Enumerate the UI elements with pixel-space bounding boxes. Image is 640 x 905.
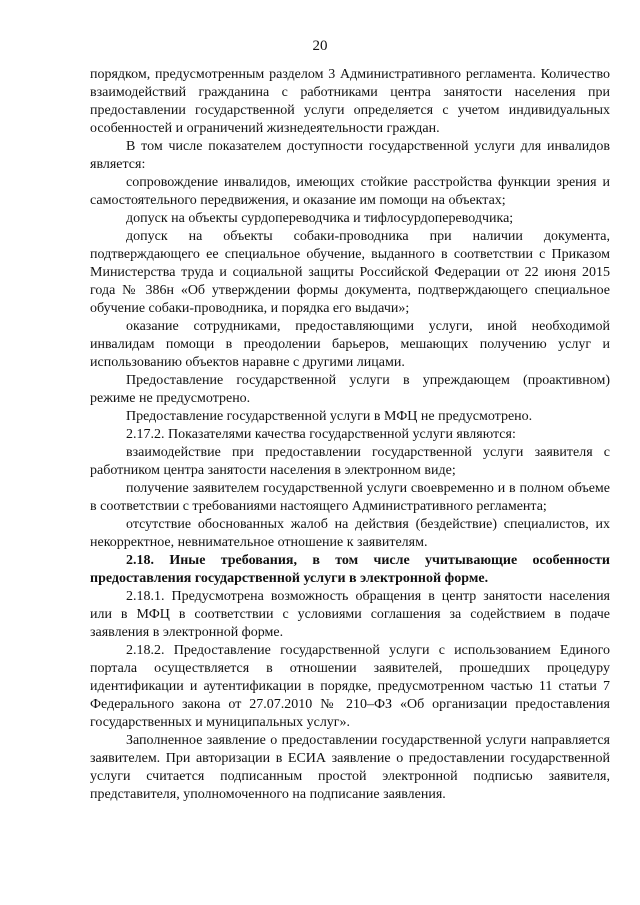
paragraph: 2.18.2. Предоставление государственной услуги с использованием Единого портала осуществляется в отношении заявителей, прошедших процедуру идентификации и аутентификации в порядке, предусмотренном частью 11 статьи 7 Федерального закона от 27.07.2010 № 210–ФЗ «Об организации предоставления государственных и муниципальных услуг». bbox=[90, 643, 610, 730]
page-number: 20 bbox=[312, 38, 328, 54]
paragraph: Предоставление государственной услуги в упреждающем (проактивном) режиме не предусмотрено. bbox=[90, 373, 610, 406]
paragraph: взаимодействие при предоставлении государственной услуги заявителя с работником центра занятости населения в электронном виде; bbox=[90, 445, 610, 478]
document-body bbox=[90, 66, 610, 804]
paragraph: Заполненное заявление о предоставлении государственной услуги направляется заявителем. При авторизации в ЕСИА заявление о предоставлении государственной услуги считается подписанным простой электронной подписью заявителя, представителя, уполномоченного на подписание заявления. bbox=[90, 733, 610, 802]
paragraph: В том числе показателем доступности государственной услуги для инвалидов является: bbox=[90, 139, 610, 172]
paragraph: получение заявителем государственной услуги своевременно и в полном объеме в соответствии с требованиями настоящего Административного регламента; bbox=[90, 481, 610, 514]
paragraph: допуск на объекты сурдопереводчика и тифлосурдопереводчика; bbox=[126, 211, 514, 226]
paragraph: 2.18.1. Предусмотрена возможность обращения в центр занятости населения или в МФЦ в соответствии с условиями соглашения за содействием в подаче заявления в электронной форме. bbox=[90, 589, 610, 640]
paragraph: оказание сотрудниками, предоставляющими услуги, иной необходимой инвалидам помощи в преодолении барьеров, мешающих получению услуг и использованию объектов наравне с другими лицами. bbox=[90, 319, 610, 370]
paragraph: порядком, предусмотренным разделом 3 Административного регламента. Количество взаимодействий гражданина с работниками центра занятости населения при предоставлении государственной услуги определяется с учетом индивидуальных особенностей и ограничений жизнедеятельности граждан. bbox=[90, 67, 610, 136]
paragraph: Предоставление государственной услуги в МФЦ не предусмотрено. bbox=[126, 409, 533, 424]
section-heading: 2.18. Иные требования, в том числе учитывающие особенности предоставления государственной услуги в электронной форме. bbox=[90, 553, 610, 586]
paragraph: допуск на объекты собаки-проводника при наличии документа, подтверждающего ее специальное обучение, выданного в соответствии с Приказом Министерства труда и социальной защиты Российской Федерации от 22 июня 2015 года № 386н «Об утверждении формы документа, подтверждающего специальное обучение собаки-проводника, и порядка его выдачи»; bbox=[90, 229, 610, 316]
paragraph: отсутствие обоснованных жалоб на действия (бездействие) специалистов, их некорректное, невнимательное отношение к заявителям. bbox=[90, 517, 610, 550]
paragraph: сопровождение инвалидов, имеющих стойкие расстройства функции зрения и самостоятельного передвижения, и оказание им помощи на объектах; bbox=[90, 175, 610, 208]
paragraph: 2.17.2. Показателями качества государственной услуги являются: bbox=[126, 427, 516, 442]
